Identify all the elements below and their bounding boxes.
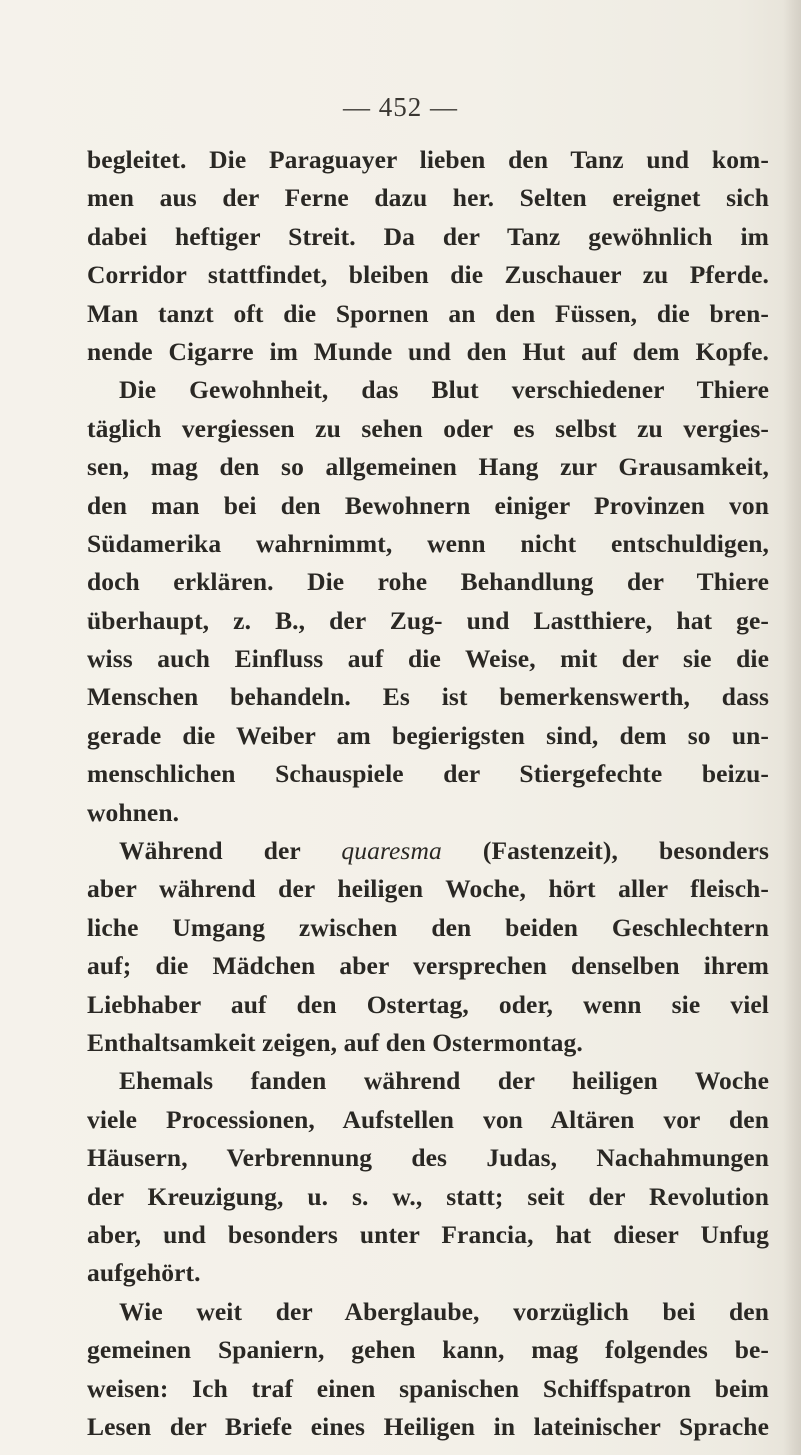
text-line: wiss auch Einfluss auf die Weise, mit der sie die [87,644,769,674]
text-line: doch erklären. Die rohe Behandlung der Thiere [87,567,769,597]
text-line: dabei heftiger Streit. Da der Tanz gewöhnlich im [87,221,769,251]
text-line: viele Processionen, Aufstellen von Altären vor den [87,1104,769,1134]
text-line: Südamerika wahrnimmt, wenn nicht entschuldigen, [87,528,769,558]
text-line: begleitet. Die Paraguayer lieben den Tanz und kom- [87,145,769,174]
text-line: aber während der heiligen Woche, hört aller fleisch- [87,874,769,904]
text-line: auf; die Mädchen aber versprechen denselben ihrem [87,951,769,981]
text-line: den man bei den Bewohnern einiger Provinzen von [87,490,769,520]
text-line: liche Umgang zwischen den beiden Geschlechtern [87,912,769,942]
text-line: überhaupt, z. B., der Zug- und Lastthiere, hat ge- [87,605,769,635]
italic-term: quaresma [341,836,442,866]
text-line: Häusern, Verbrennung des Judas, Nachahmungen [87,1143,769,1173]
text-line: aber, und besonders unter Francia, hat dieser Unfug [87,1219,769,1249]
text-line: Corridor stattfindet, bleiben die Zuschauer zu Pferde. [87,260,769,290]
text-line: Wie weit der Aberglaube, vorzüglich bei den [119,1296,769,1326]
text-line: weisen: Ich traf einen spanischen Schiffspatron beim [87,1373,769,1403]
text-line: Die Gewohnheit, das Blut verschiedener Thiere [119,375,769,405]
text-line [87,832,769,870]
text-line: Liebhaber auf den Ostertag, oder, wenn sie viel [87,989,769,1019]
text-line: Enthaltsamkeit zeigen, auf den Ostermontag. [87,1027,583,1057]
text-line: der Kreuzigung, u. s. w., statt; seit der Revolution [87,1181,769,1211]
text-segment: (Fastenzeit), besonders [441,836,769,866]
text-line: aufgehört. [87,1258,201,1288]
text-line: sen, mag den so allgemeinen Hang zur Grausamkeit, [87,452,769,482]
text-line: täglich vergiessen zu sehen oder es selbst zu vergies- [87,413,769,443]
text-line: Menschen behandeln. Es ist bemerkenswerth, dass [87,682,769,712]
page-edge-shadow [783,0,801,1455]
page-number: — 452 — [343,92,458,122]
body-text [87,141,769,1446]
text-segment: Während der [119,836,342,866]
text-line: Man tanzt oft die Spornen an den Füssen, die bren- [87,298,769,328]
text-line: gemeinen Spaniern, gehen kann, mag folgendes be- [87,1335,769,1365]
text-line: Lesen der Briefe eines Heiligen in lateinischer Sprache [87,1411,769,1441]
text-line: nende Cigarre im Munde und den Hut auf dem Kopfe. [87,336,769,366]
text-line: gerade die Weiber am begierigsten sind, dem so un- [87,720,769,750]
text-line: menschlichen Schauspiele der Stiergefechte beizu- [87,759,769,789]
text-line: Ehemals fanden während der heiligen Woche [119,1066,769,1096]
text-line: men aus der Ferne dazu her. Selten ereignet sich [87,183,769,213]
text-line: wohnen. [87,797,180,827]
